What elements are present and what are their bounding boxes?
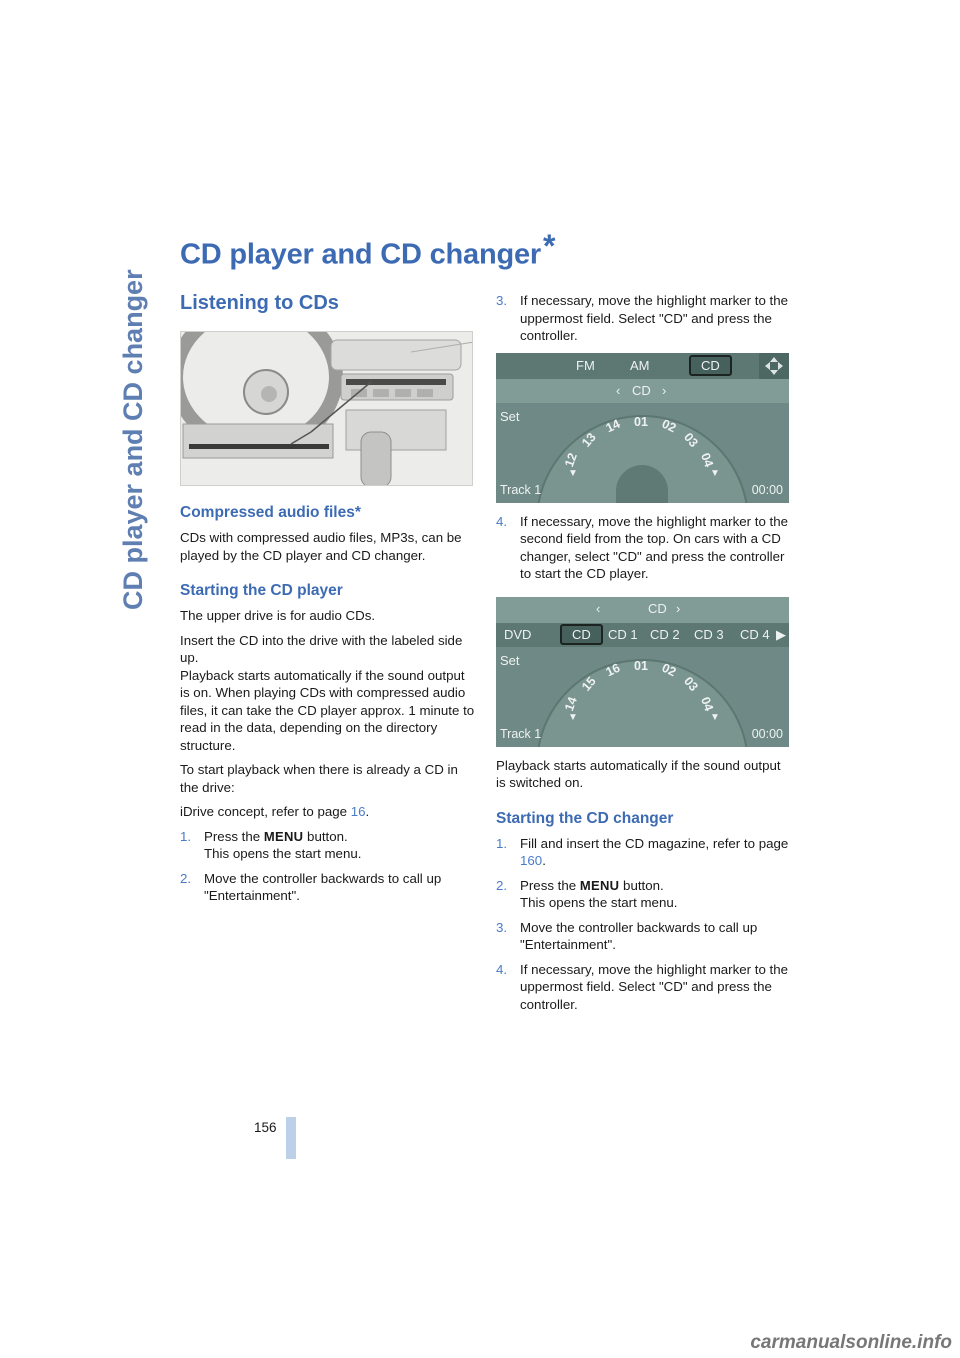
track-number: 12	[561, 450, 580, 469]
track-number: 04	[697, 450, 716, 469]
step-text-post: button.	[303, 828, 348, 844]
more-arrow-icon: ▶	[776, 626, 786, 642]
list-item	[180, 870, 476, 905]
menu-button-icon: MENU	[579, 877, 620, 893]
idrive-reference-text	[180, 803, 476, 821]
list-item	[496, 513, 792, 583]
insert-cd-line: Insert the CD into the drive with the labeled side up.	[180, 632, 463, 665]
idrive-screen-cd-changer	[496, 597, 789, 747]
track-number: 16	[603, 660, 623, 679]
subheading-compressed-audio: Compressed audio files*	[180, 504, 361, 521]
step-text-post: button.	[619, 877, 664, 893]
step-number: 2.	[180, 870, 192, 886]
chevron-left-icon: ‹	[616, 382, 621, 398]
chapter-title	[180, 224, 555, 272]
step-text-line2: This opens the start menu.	[204, 846, 362, 861]
track-number: 01	[634, 414, 648, 429]
step-text-pre: Press the	[204, 828, 264, 844]
step-text-line2: This opens the start menu.	[520, 895, 678, 910]
tab-cd1: CD 1	[608, 626, 638, 642]
idrive-ref-prefix: iDrive concept, refer to page	[180, 804, 351, 819]
screen-top-bar	[496, 597, 789, 623]
right-column	[496, 292, 792, 1020]
track-number: 14	[561, 694, 580, 713]
changer-steps-list	[496, 835, 792, 1014]
chevron-left-icon: ‹	[596, 600, 601, 616]
chevron-right-icon: ›	[676, 600, 681, 616]
page-link-160[interactable]: 160	[520, 853, 543, 868]
track-number: 14	[603, 416, 623, 435]
right-steps-list-a	[496, 292, 792, 345]
step-text: If necessary, move the highlight marker to the uppermost field. Select "CD" and press the controller.	[520, 293, 789, 343]
menu-button-icon: MENU	[263, 828, 304, 844]
upper-drive-text: The upper drive is for audio CDs.	[180, 608, 376, 623]
step-text: If necessary, move the highlight marker to the second field from the top. On cars with a CD changer, select "CD" and press the controller to start the CD player.	[520, 513, 789, 581]
page-link-16[interactable]: 16	[350, 804, 366, 819]
list-item	[496, 835, 792, 870]
dashboard-drawing	[181, 332, 473, 486]
tab-cd-selected: CD	[560, 624, 603, 645]
track-number: 15	[579, 673, 599, 694]
step-text: Move the controller backwards to call up "Entertainment".	[520, 919, 758, 952]
track-number: 03	[681, 429, 701, 450]
track-number: 01	[634, 658, 648, 673]
sub-cd-label: CD	[632, 382, 651, 398]
step-number: 3.	[496, 293, 508, 308]
screen-sub-bar	[496, 379, 789, 403]
step-number: 4.	[496, 513, 508, 529]
tab-fm: FM	[576, 357, 595, 373]
playback-auto-text: Playback starts automatically if the sound output is on. When playing CDs with compressed audio files, it can take the CD player approx. 1 minute to read in the data, depending on the directory structure.	[180, 667, 475, 753]
subheading-starting-cd-player: Starting the CD player	[180, 582, 343, 599]
list-item	[496, 877, 792, 912]
idrive-ref-suffix: .	[365, 804, 370, 819]
insert-cd-text	[180, 632, 476, 667]
step-number: 3.	[496, 919, 508, 935]
list-item	[496, 961, 792, 1014]
track-number: 02	[659, 416, 679, 435]
step-number: 4.	[496, 961, 508, 977]
chevron-right-icon: ›	[662, 382, 667, 398]
step-number: 1.	[180, 828, 192, 844]
tab-dvd: DVD	[504, 626, 532, 642]
page-marker-bar	[286, 1117, 296, 1159]
time-label: 00:00	[751, 726, 783, 741]
idrive-screen-cd-select	[496, 353, 789, 503]
step-text-pre: Fill and insert the CD magazine, refer to page	[520, 835, 789, 851]
step-text: If necessary, move the highlight marker to the uppermost field. Select "CD" and press the controller.	[520, 961, 789, 1012]
compressed-audio-text: CDs with compressed audio files, MP3s, can be played by the CD player and CD changer.	[180, 530, 462, 563]
track-number: 03	[681, 673, 701, 694]
already-cd-text: To start playback when there is already a CD in the drive:	[180, 762, 458, 795]
track-number: 02	[659, 660, 679, 679]
watermark: carmanualsonline.info	[750, 1332, 952, 1353]
left-column	[180, 292, 476, 912]
step-text-post: .	[542, 853, 546, 868]
chapter-title-text: CD player and CD changer	[180, 238, 542, 271]
set-label: Set	[500, 652, 520, 668]
tab-am: AM	[630, 357, 650, 373]
step-number: 1.	[496, 835, 508, 851]
tab-cd3: CD 3	[694, 626, 724, 642]
section-title-listening: Listening to CDs	[180, 292, 339, 314]
tab-cd2: CD 2	[650, 626, 680, 642]
list-item	[496, 919, 792, 954]
step-text: Move the controller backwards to call up "Entertainment".	[204, 870, 442, 903]
sub-cd-label: CD	[648, 600, 667, 616]
dashboard-cd-drive-illustration	[180, 331, 473, 486]
left-steps-list	[180, 828, 476, 905]
tab-cd4: CD 4	[740, 626, 770, 642]
side-tab-label: CD player and CD changer	[118, 269, 148, 610]
playback-auto-switched-text: Playback starts automatically if the sound output is switched on.	[496, 757, 781, 790]
track-label: Track 1	[500, 726, 542, 741]
list-item	[180, 828, 476, 863]
screen-corner-box	[759, 353, 789, 379]
list-item	[496, 292, 792, 345]
track-label: Track 1	[500, 482, 542, 497]
scroll-down-icon: ▼	[568, 467, 578, 479]
right-steps-list-b	[496, 513, 792, 583]
move-arrows-icon	[759, 353, 789, 379]
scroll-down-icon: ▼	[710, 467, 720, 479]
chapter-side-tab	[100, 225, 160, 625]
optional-equipment-star: *	[543, 228, 556, 264]
scroll-down-icon: ▼	[710, 711, 720, 723]
subheading-starting-cd-changer: Starting the CD changer	[496, 809, 674, 827]
track-number: 13	[579, 429, 599, 450]
page-number: 156	[254, 1120, 277, 1135]
track-number: 04	[697, 694, 716, 713]
tab-cd-selected: CD	[689, 355, 732, 376]
time-label: 00:00	[751, 482, 783, 497]
scroll-down-icon: ▼	[568, 711, 578, 723]
step-number: 2.	[496, 877, 508, 893]
step-text-pre: Press the	[520, 877, 580, 893]
set-label: Set	[500, 408, 520, 424]
